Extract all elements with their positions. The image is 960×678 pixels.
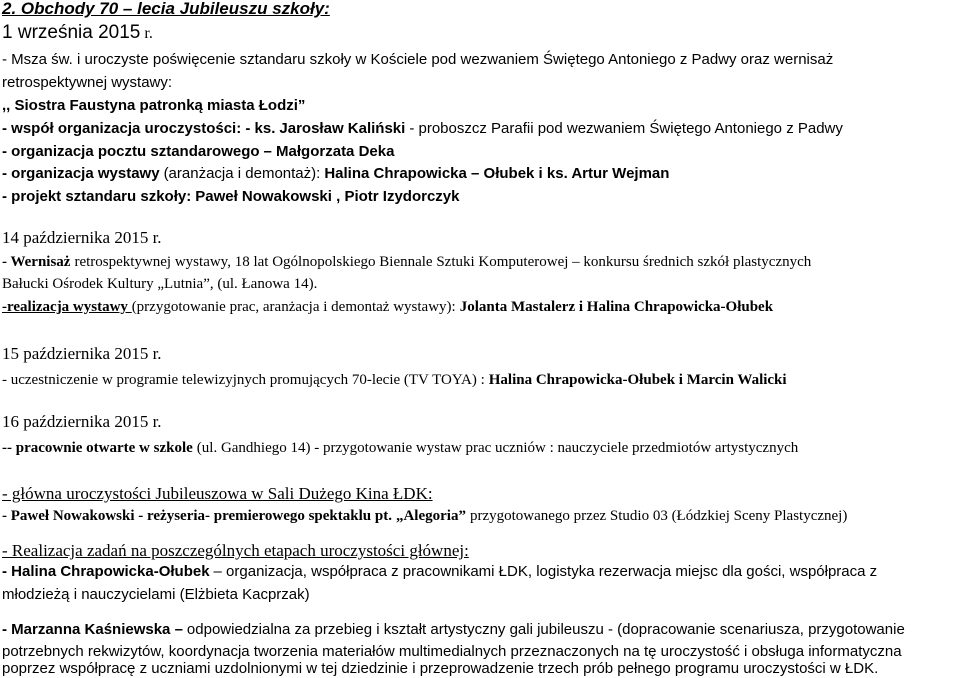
event-detail: - uczestniczenie w programie telewizyjnych promujących 70-lecie (TV TOYA) :: [2, 372, 485, 388]
person-name: - Halina Chrapowicka-Ołubek: [2, 563, 210, 580]
person-name: - Marzanna Kaśniewska –: [2, 621, 183, 638]
play-title: „Alegoria”: [395, 508, 466, 524]
priest-role: - proboszcz Parafii pod wezwaniem Świętego Antoniego z Padwy: [409, 120, 843, 137]
date-suffix: r.: [144, 25, 153, 42]
date-heading-oct-15: 15 października 2015 r.: [2, 344, 162, 363]
tv-program-line: [2, 372, 787, 388]
director-line: [2, 508, 847, 524]
main-event-title: - główna uroczystości Jubileuszowa w Sali Dużego Kina ŁDK:: [2, 484, 433, 503]
person-names: Paweł Nowakowski , Piotr Izydorczyk: [195, 188, 460, 205]
task-label: - organizacja wystawy: [2, 165, 160, 182]
priest-name: Jarosław Kaliński: [279, 120, 406, 137]
banner-design-line: [2, 189, 459, 205]
play-detail: przygotowanego przez Studio 03 (Łódzkiej Sceny Plastycznej): [469, 508, 848, 524]
section-heading: 2. Obchody 70 – lecia Jubileuszu szkoły:: [2, 0, 330, 18]
person-names: Jolanta Mastalerz i Halina Chrapowicka-Ołubek: [459, 299, 774, 315]
task-person-line: [2, 564, 877, 580]
event-label: -- pracownie otwarte w szkole: [2, 440, 193, 456]
open-studios-line: [2, 440, 798, 456]
co-organizer-label: - współ organizacja uroczystości: - ks.: [2, 120, 276, 137]
task-detail-line: poprzez współpracę z uczniami uzdolnionymi w tej dziedzinie i przeprowadzenie trzech prób pełnego programu uroczystości w ŁDK.: [2, 660, 879, 677]
date-heading-sept-1: [2, 23, 153, 42]
event-detail: retrospektywnej wystawy, 18 lat Ogólnopolskiego Biennale Sztuki Komputerowej – konkursu średnich szkół plastycznych: [74, 254, 812, 270]
task-label: - organizacja pocztu sztandarowego: [2, 143, 260, 160]
date-heading-oct-14: 14 października 2015 r.: [2, 228, 162, 247]
task-detail-line: młodzieżą i nauczycielami (Elżbieta Kacprzak): [2, 586, 310, 603]
venue-line: Bałucki Ośrodek Kultury „Lutnia”, (ul. Łanowa 14).: [2, 276, 318, 292]
mass-line: - Msza św. i uroczyste poświęcenie sztandaru szkoły w Kościele pod wezwaniem Świętego Antoniego z Padwy oraz wernisaż: [2, 51, 834, 68]
task-label: - projekt sztandaru szkoły:: [2, 188, 192, 205]
task-detail: (przygotowanie prac, aranżacja i demontaż wystawy):: [131, 299, 456, 315]
task-detail-line: potrzebnych rekwizytów, koordynacja tworzenia materiałów multimedialnych przeznaczonych na tę uroczystość i obsługa informatyczna: [2, 643, 902, 660]
task-label: -realizacja wystawy: [2, 299, 132, 315]
tasks-title: - Realizacja zadań na poszczególnych etapach uroczystości głównej:: [2, 541, 469, 560]
event-label: - Wernisaż: [2, 254, 71, 270]
co-organizer-line: [2, 121, 843, 137]
date-heading-oct-16: 16 października 2015 r.: [2, 412, 162, 431]
person-names: Halina Chrapowicka – Ołubek i ks. Artur Wejman: [324, 165, 670, 182]
exhibition-realization-line: [2, 299, 773, 315]
standard-bearer-line: [2, 144, 394, 160]
event-detail: (ul. Gandhiego 14) - przygotowanie wystaw prac uczniów : nauczyciele przedmiotów artystycznych: [196, 440, 799, 456]
person-names: Halina Chrapowicka-Ołubek i Marcin Walicki: [488, 372, 787, 388]
task-detail: (aranżacja i demontaż):: [163, 165, 321, 182]
person-name: – Małgorzata Deka: [263, 143, 395, 160]
date-text: 1 września 2015: [2, 22, 141, 43]
vernissage-line: [2, 254, 811, 270]
person-role: - Paweł Nowakowski - reżyseria- premierowego spektaklu pt.: [2, 508, 392, 524]
task-person-line: [2, 622, 905, 638]
exhibition-title: ,, Siostra Faustyna patronką miasta Łodzi”: [2, 97, 306, 114]
exhibition-organizer-line: [2, 166, 669, 182]
task-detail: odpowiedzialna za przebieg i kształt artystyczny gali jubileuszu - (dopracowanie scenariusza, przygotowanie: [186, 621, 905, 638]
mass-line: retrospektywnej wystawy:: [2, 74, 173, 91]
task-detail: – organizacja, współpraca z pracownikami ŁDK, logistyka rezerwacja miejsc dla gości, współpraca z: [213, 563, 878, 580]
